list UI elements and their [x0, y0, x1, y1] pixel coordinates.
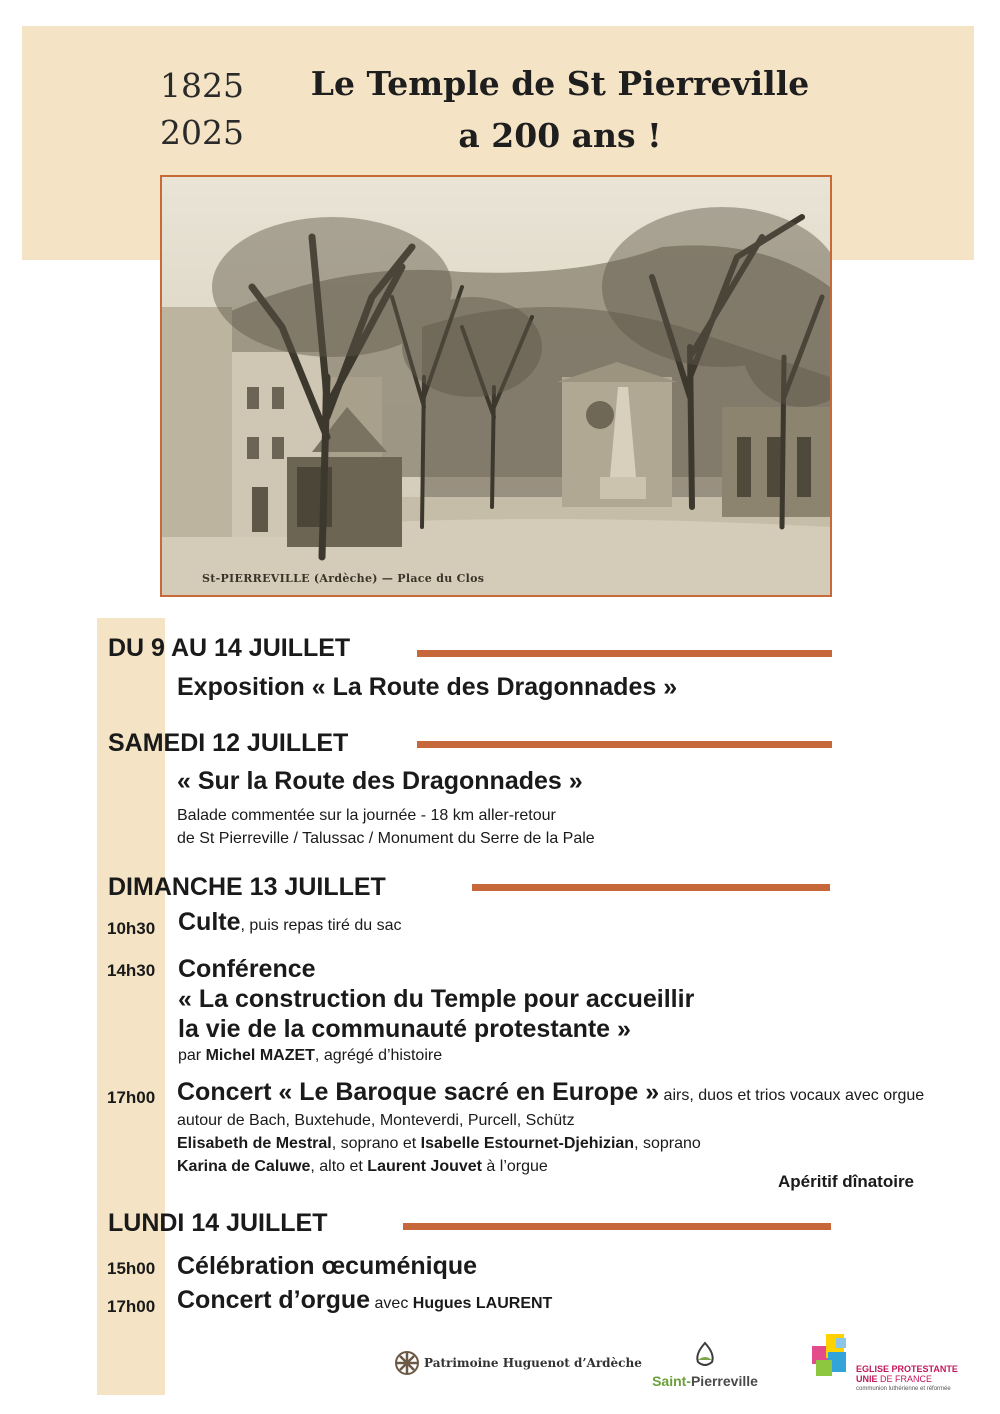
patrimoine-logo: [394, 1350, 642, 1376]
concert-title: Concert « Le Baroque sacré en Europe »: [177, 1078, 660, 1106]
patrimoine-text: Patrimoine Huguenot d’Ardèche: [424, 1356, 642, 1370]
saint-pierreville-logo: [645, 1340, 765, 1389]
historic-postcard-photo: [160, 175, 832, 597]
epudf-line-3: communion luthérienne et réformée: [856, 1386, 951, 1392]
epudf-logo: [808, 1330, 958, 1392]
title-line-2: a 200 ans !: [458, 116, 662, 155]
organ-line: [177, 1286, 553, 1315]
partner-logos: [0, 1330, 1000, 1400]
speaker-prefix: par: [178, 1047, 206, 1064]
saturday-line-2: de St Pierreville / Talussac / Monument du Serre de la Pale: [177, 830, 595, 847]
epudf-line-2b: DE FRANCE: [877, 1374, 933, 1384]
village-text: [645, 1373, 765, 1389]
performer-4: Laurent Jouvet: [367, 1158, 482, 1175]
huguenot-cross-icon: [394, 1350, 420, 1376]
organ-player: Hugues LAURENT: [412, 1295, 553, 1312]
sunday-rule: [472, 884, 830, 891]
performer-2-role: , soprano: [634, 1135, 701, 1152]
celebration-time: 15h00: [107, 1259, 156, 1278]
organ-title: Concert d’orgue: [177, 1286, 371, 1314]
postcard-illustration: [162, 177, 830, 595]
village-text-b: Pierreville: [690, 1373, 758, 1389]
exhibition-title: Exposition « La Route des Dragonnades »: [177, 673, 678, 701]
conference-subject-2: la vie de la communauté protestante »: [178, 1015, 631, 1043]
epudf-text: [856, 1364, 958, 1394]
poster-title: [270, 58, 850, 162]
sunday-date: DIMANCHE 13 JUILLET: [108, 873, 386, 901]
performer-3-role: , alto et: [310, 1158, 368, 1175]
concert-performers-2: [177, 1156, 548, 1178]
village-drop-icon: [690, 1340, 720, 1370]
culte-title: Culte: [178, 908, 241, 936]
organ-with: avec: [370, 1295, 413, 1312]
saturday-date: SAMEDI 12 JUILLET: [108, 729, 349, 757]
organ-time: 17h00: [107, 1297, 156, 1316]
concert-time: 17h00: [107, 1088, 156, 1107]
speaker-title: , agrégé d’histoire: [314, 1047, 443, 1064]
speaker-name: Michel MAZET: [205, 1047, 315, 1064]
exhibition-rule: [417, 650, 832, 657]
title-line-1: Le Temple de St Pierreville: [310, 64, 810, 103]
epudf-line-1: EGLISE PROTESTANTE: [856, 1364, 958, 1374]
conference-subject-1: « La construction du Temple pour accueillir: [178, 985, 695, 1013]
saturday-line-1: Balade commentée sur la journée - 18 km aller-retour: [177, 807, 556, 824]
exhibition-date: DU 9 AU 14 JUILLET: [108, 634, 351, 662]
village-text-a: Saint-: [652, 1373, 691, 1389]
monday-date: LUNDI 14 JUILLET: [108, 1209, 328, 1237]
epudf-cross-icon: [808, 1330, 860, 1382]
monday-rule: [403, 1223, 831, 1230]
year-start: 1825: [160, 66, 244, 105]
culte-time: 10h30: [107, 919, 156, 938]
performer-4-role: à l’orgue: [481, 1158, 548, 1175]
year-end: 2025: [160, 113, 244, 152]
conference-title: Conférence: [178, 955, 316, 983]
aperitif: Apéritif dînatoire: [778, 1172, 915, 1191]
performer-3: Karina de Caluwe: [177, 1158, 311, 1175]
conference-time: 14h30: [107, 961, 156, 980]
performer-1-role: , soprano et: [331, 1135, 421, 1152]
concert-composers: autour de Bach, Buxtehude, Monteverdi, Purcell, Schütz: [177, 1112, 575, 1129]
performer-1: Elisabeth de Mestral: [177, 1135, 332, 1152]
concert-performers-1: [177, 1133, 701, 1155]
culte-note: , puis repas tiré du sac: [240, 917, 402, 934]
postcard-caption: St-PIERREVILLE (Ardèche) — Place du Clos: [202, 572, 485, 585]
concert-note: airs, duos et trios vocaux avec orgue: [659, 1087, 925, 1104]
years: [160, 62, 244, 156]
saturday-rule: [417, 741, 832, 748]
culte-line: [178, 908, 402, 937]
epudf-line-2a: UNIE: [856, 1374, 878, 1384]
celebration-title: Célébration œcuménique: [177, 1252, 478, 1280]
performer-2: Isabelle Estournet-Djehizian: [420, 1135, 635, 1152]
concert-line: [177, 1078, 925, 1107]
saturday-title: « Sur la Route des Dragonnades »: [177, 767, 583, 795]
conference-speaker-line: [178, 1045, 442, 1067]
epudf-line-2: [856, 1374, 958, 1384]
